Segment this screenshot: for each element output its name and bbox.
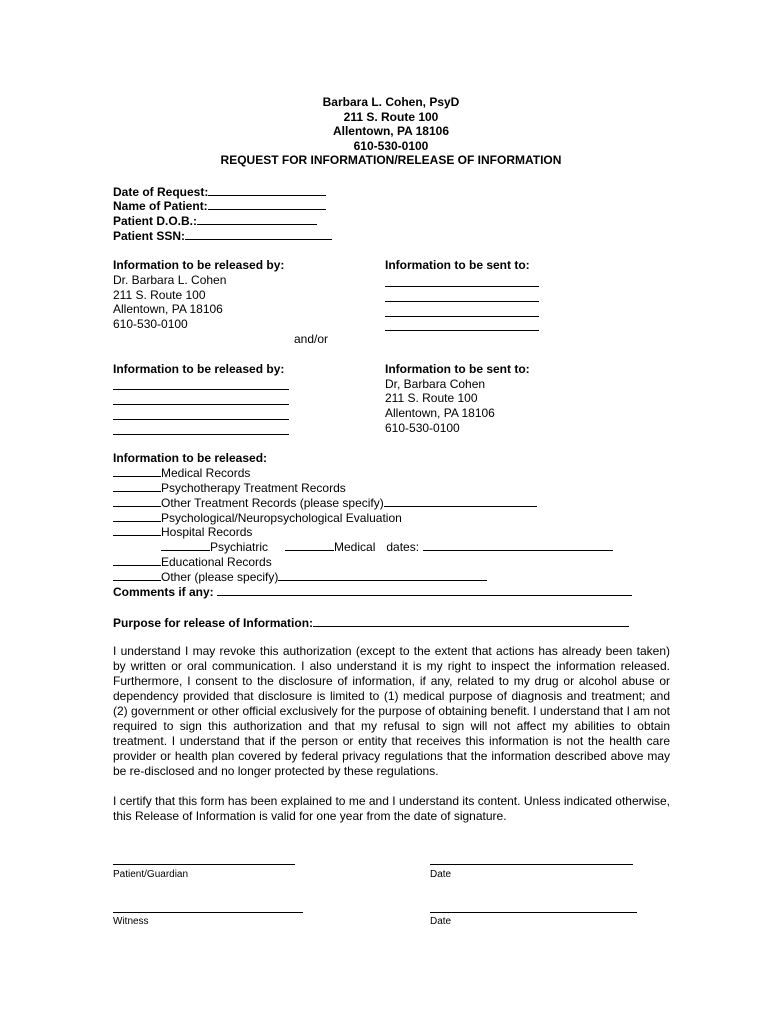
- released-by-line-2[interactable]: [113, 404, 289, 405]
- practitioner-phone: 610-530-0100: [353, 139, 429, 153]
- psychotherapy-blank[interactable]: [113, 480, 161, 492]
- medical-blank[interactable]: [285, 539, 334, 551]
- other-label: Other (please specify): [161, 570, 279, 584]
- educational-records-label: Educational Records: [161, 555, 272, 569]
- name-of-patient-row: [113, 198, 326, 214]
- released-by-line-3[interactable]: [113, 419, 289, 420]
- medical-records-item: [113, 465, 250, 481]
- psychotherapy-label: Psychotherapy Treatment Records: [161, 481, 346, 495]
- address-line-4: 610-530-0100: [113, 317, 188, 331]
- other-treatment-blank[interactable]: [113, 495, 161, 507]
- date-label-1: Date: [430, 869, 452, 880]
- comments-label: Comments if any:: [113, 585, 214, 599]
- other-treatment-item: [113, 495, 537, 511]
- patient-dob-field[interactable]: [197, 213, 317, 225]
- address-line-2: 211 S. Route 100: [113, 288, 206, 302]
- sent-to-line-3[interactable]: [385, 316, 539, 317]
- dates-field[interactable]: [423, 539, 613, 551]
- patient-signature-line[interactable]: [113, 864, 295, 865]
- educational-records-blank[interactable]: [113, 554, 161, 566]
- sent-to-line-4[interactable]: [385, 330, 539, 331]
- hospital-records-item: [113, 524, 252, 540]
- educational-records-item: [113, 554, 272, 570]
- medical-records-blank[interactable]: [113, 465, 161, 477]
- purpose-label: Purpose for release of Information:: [113, 616, 314, 630]
- address-line-1: Dr. Barbara L. Cohen: [113, 273, 227, 287]
- name-of-patient-label: Name of Patient:: [113, 199, 208, 213]
- authorization-paragraph: I understand I may revoke this authorization (except to the extent that actions has already been taken) by written or oral communication. I also understand it is my right to inspect the information released. Furthermore, I consent to the disclosure of information, if any, related to my drug or alcohol abuse or dependency provided that disclosure is limited to (1) medical purpose of diagnosis and treatment; and (2) government or other official exclusively for the purpose of obtaining benefit. I understand that I am not required to sign this authorization and that my refusal to sign will not affect my abilities to obtain treatment. I understand that if the person or entity that receives this information is not the health care provider or health plan covered by federal privacy regulations that the information described above may be re-disclosed and no longer protected by these regulations.: [113, 644, 670, 778]
- medical-label: Medical: [334, 540, 376, 554]
- witness-signature-line[interactable]: [113, 912, 303, 913]
- sent-to-line-1[interactable]: [385, 286, 539, 287]
- released-by-line-1[interactable]: [113, 389, 289, 390]
- other-blank[interactable]: [113, 569, 161, 581]
- patient-ssn-row: [113, 228, 332, 244]
- psych-eval-blank[interactable]: [113, 510, 161, 522]
- psychotherapy-item: [113, 480, 346, 496]
- dates-label: dates:: [386, 540, 420, 554]
- date-of-request-field[interactable]: [208, 184, 326, 196]
- purpose-row: [113, 615, 629, 631]
- recipient-line-4: 610-530-0100: [385, 421, 460, 435]
- date-signature-line-2[interactable]: [430, 912, 637, 913]
- patient-dob-label: Patient D.O.B.:: [113, 214, 198, 228]
- sent-to-label-2: Information to be sent to:: [385, 362, 530, 376]
- patient-ssn-label: Patient SSN:: [113, 229, 186, 243]
- sent-to-line-2[interactable]: [385, 301, 539, 302]
- other-item: [113, 569, 487, 585]
- released-by-line-4[interactable]: [113, 434, 289, 435]
- psych-eval-label: Psychological/Neuropsychological Evaluation: [161, 511, 402, 525]
- date-label-2: Date: [430, 916, 452, 927]
- date-of-request-label: Date of Request:: [113, 185, 209, 199]
- records-label: Information to be released:: [113, 451, 268, 465]
- released-by-label-1: Information to be released by:: [113, 258, 285, 272]
- comments-field[interactable]: [217, 584, 632, 596]
- patient-guardian-label: Patient/Guardian: [113, 869, 189, 880]
- recipient-line-2: 211 S. Route 100: [385, 391, 478, 405]
- recipient-line-3: Allentown, PA 18106: [385, 406, 495, 420]
- purpose-field[interactable]: [313, 615, 629, 627]
- witness-label: Witness: [113, 916, 149, 927]
- and-or-text: and/or: [294, 332, 329, 346]
- patient-dob-row: [113, 213, 317, 229]
- other-treatment-specify-field[interactable]: [384, 495, 537, 507]
- practitioner-street: 211 S. Route 100: [343, 110, 439, 124]
- released-by-label-2: Information to be released by:: [113, 362, 285, 376]
- other-treatment-label: Other Treatment Records (please specify): [161, 496, 384, 510]
- hospital-records-blank[interactable]: [113, 524, 161, 536]
- comments-row: [113, 584, 632, 600]
- patient-ssn-field[interactable]: [185, 228, 332, 240]
- other-specify-field[interactable]: [278, 569, 487, 581]
- certification-paragraph: I certify that this form has been explained to me and I understand its content. Unless indicated otherwise, this Release of Information is valid for one year from the date of signature.: [113, 794, 670, 823]
- sent-to-label-1: Information to be sent to:: [385, 258, 530, 272]
- practitioner-city: Allentown, PA 18106: [332, 124, 450, 138]
- name-of-patient-field[interactable]: [208, 198, 326, 210]
- address-line-3: Allentown, PA 18106: [113, 302, 223, 316]
- recipient-line-1: Dr, Barbara Cohen: [385, 377, 486, 391]
- practitioner-name: Barbara L. Cohen, PsyD: [322, 95, 460, 109]
- psychiatric-label: Psychiatric: [210, 540, 269, 554]
- medical-records-label: Medical Records: [161, 466, 251, 480]
- form-title: REQUEST FOR INFORMATION/RELEASE OF INFORMATION: [220, 153, 562, 167]
- psychiatric-blank[interactable]: [161, 539, 210, 551]
- date-signature-line-1[interactable]: [430, 864, 633, 865]
- hospital-subitems: [161, 539, 613, 555]
- hospital-records-label: Hospital Records: [161, 525, 253, 539]
